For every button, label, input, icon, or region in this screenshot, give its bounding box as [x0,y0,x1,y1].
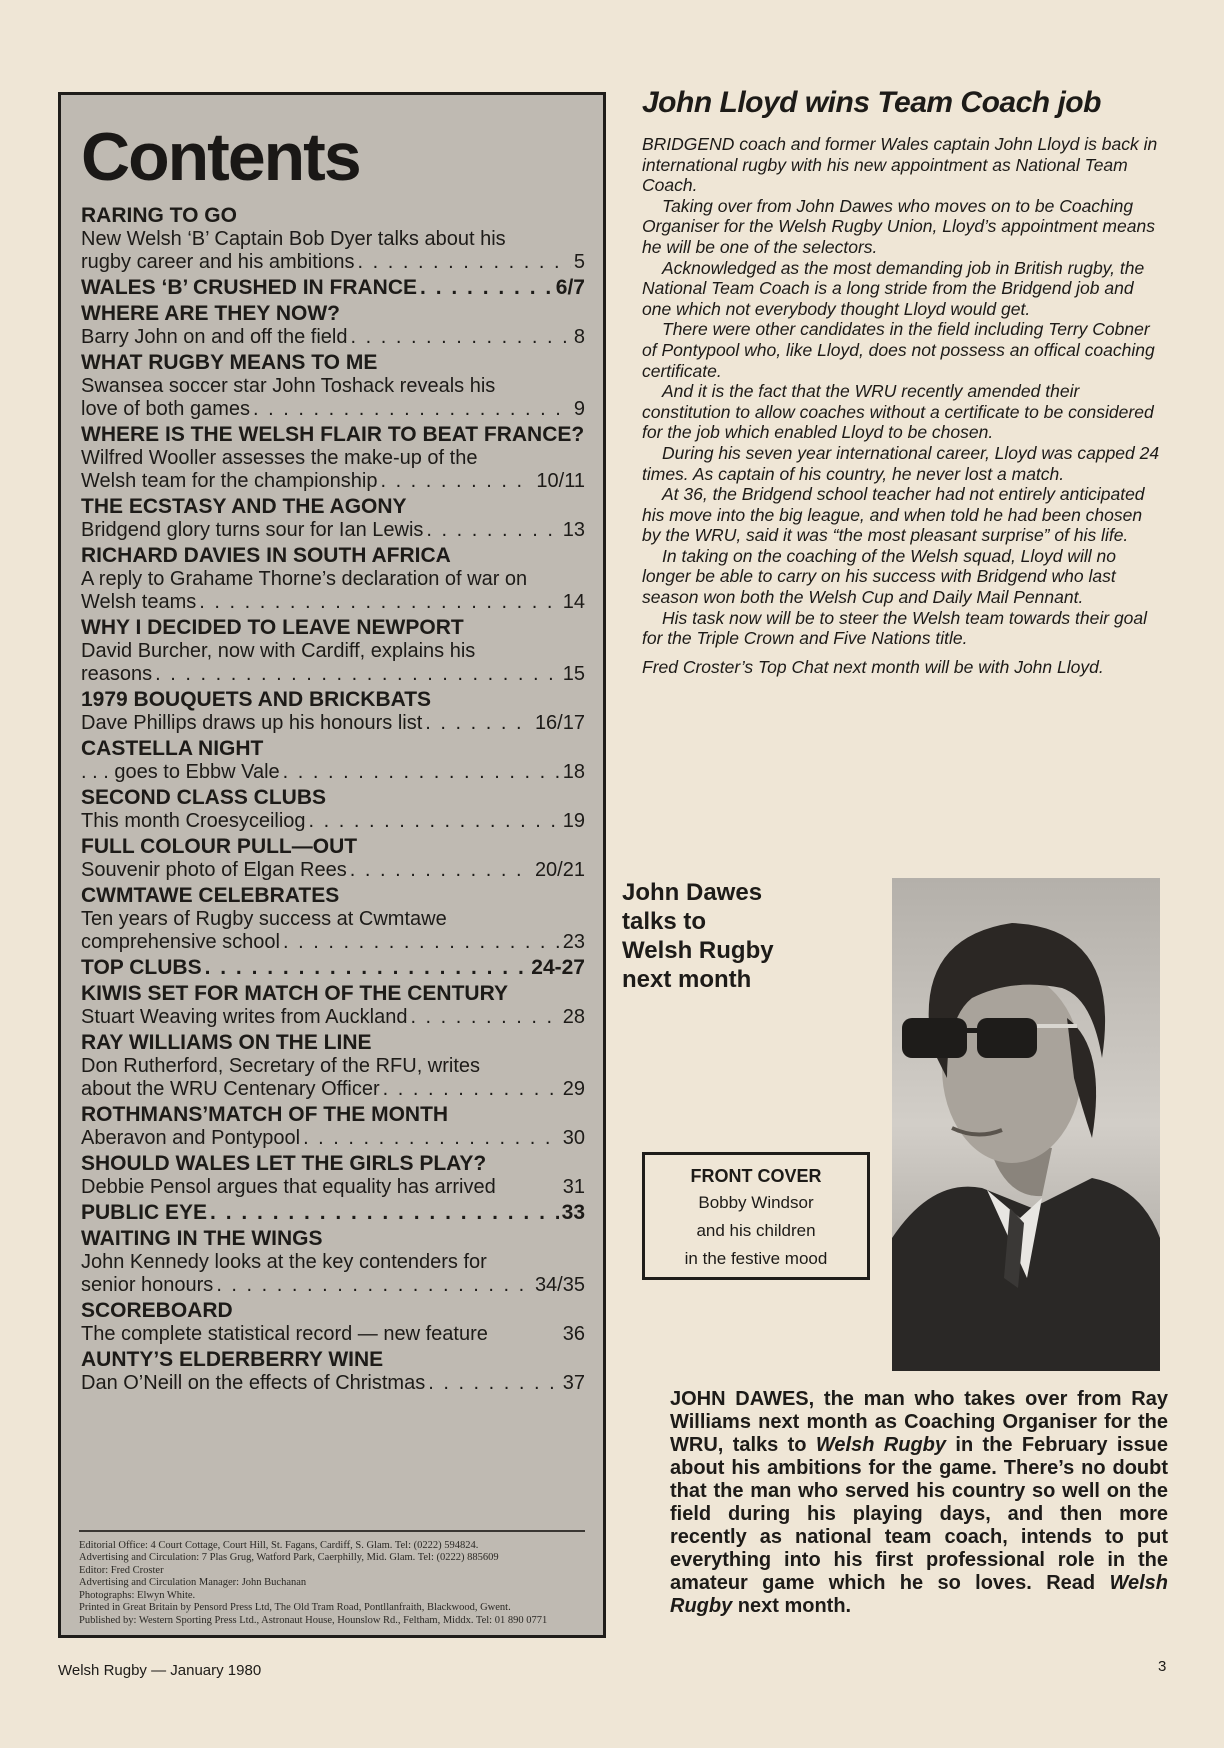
promo-line: next month [622,966,752,993]
imprint-line: Editorial Office: 4 Court Cottage, Court Hill, St. Fagans, Cardiff, S. Glam. Tel: (0222) 594824. [79,1539,479,1551]
contents-entry [81,301,585,349]
dawes-promo-heading [622,878,842,994]
dot-leader [383,1078,560,1101]
promo-line: talks to [622,908,707,935]
entry-line [81,398,585,421]
entry-text: reasons [81,663,153,685]
dot-leader [350,859,532,882]
contents-entry [81,275,585,300]
entry-line [81,1372,585,1395]
contents-entry [81,1151,585,1199]
contents-entry [81,615,585,686]
imprint-line: Published by: Western Sporting Press Ltd., Astronaut House, Hounslow Rd., Feltham, Middx. Tel: 01 890 0771 [79,1614,548,1626]
dot-leader [410,1006,559,1029]
entry-text: comprehensive school [81,931,280,953]
dawes-italic-b: Welsh Rugby [670,1572,1168,1617]
dawes-text-b: in the February issue about his ambitions for the game. There’s no doubt that the man who served his country so well on the field during his playing days, and then more recently as national team coach, intends to put everything into his first professional role in the amateur game which he so loves. Read [670,1434,1168,1594]
entry-page: 8 [573,326,585,348]
contents-entry [81,350,585,421]
contents-entry [81,883,585,954]
entry-page: 29 [562,1078,585,1100]
contents-entry [81,955,585,980]
dot-leader [283,761,560,784]
dot-leader [350,326,570,349]
entry-heading: CWMTAWE CELEBRATES [81,884,340,907]
entry-line [81,470,585,493]
entry-text: senior honours [81,1274,214,1296]
dot-leader [426,519,559,542]
entry-text: Aberavon and Pontypool [81,1127,301,1149]
entry-heading: FULL COLOUR PULL—OUT [81,835,358,858]
article-note: Fred Croster’s Top Chat next month will be with John Lloyd. [642,656,1104,677]
entry-text: Barry John on and off the field [81,326,348,348]
entry-line [81,326,585,349]
dot-leader [216,1274,532,1297]
entry-page: 16/17 [534,712,585,734]
contents-entry [81,1226,585,1297]
article-paragraph: Taking over from John Dawes who moves on to be Coaching Organiser for the Welsh Rugby Union, Lloyd’s appointment means he will be one of the selectors. [642,195,1155,257]
entry-page: 33 [561,1201,585,1224]
contents-entry [81,1030,585,1101]
lloyd-article [642,86,1162,677]
entry-text: Welsh team for the championship [81,470,378,492]
dot-leader [420,275,553,300]
imprint-line: Advertising and Circulation Manager: John Buchanan [79,1577,307,1588]
entry-text: Bridgend glory turns sour for Ian Lewis [81,519,424,541]
entry-line [81,859,585,882]
entry-page: 31 [562,1176,585,1198]
contents-entry [81,1347,585,1395]
entry-page: 9 [573,398,585,420]
entry-line [81,712,585,735]
entry-page: 18 [562,761,585,783]
entry-heading: WHAT RUGBY MEANS TO ME [81,351,378,374]
entry-heading: AUNTY’S ELDERBERRY WINE [81,1348,384,1371]
article-paragraph: In taking on the coaching of the Welsh squad, Lloyd will no longer be able to carry on his success with Bridgend who last season won both the Welsh Cup and Daily Mail Pennant. [642,545,1116,608]
entry-line [81,1200,585,1225]
entry-page: 10/11 [536,470,585,492]
entry-description: A reply to Grahame Thorne’s declaration of war on [81,568,528,590]
cover-line: and his children [696,1221,816,1240]
entry-page: 24-27 [531,956,585,979]
entry-page: 28 [562,1006,585,1028]
dawes-text-c: next month. [732,1595,852,1617]
page-number: 3 [1158,1658,1167,1675]
cover-line: in the festive mood [684,1249,828,1268]
dot-leader [309,810,560,833]
contents-entry [81,203,585,274]
entry-text: The complete statistical record — new feature [81,1323,488,1345]
article-paragraph: There were other candidates in the field including Terry Cobner of Pontypool who, like Lloyd, does not possess an offical coaching certificate. [642,319,1155,381]
entry-description: Don Rutherford, Secretary of the RFU, writes [81,1055,481,1077]
entry-heading: SHOULD WALES LET THE GIRLS PLAY? [81,1152,487,1175]
entry-heading: WHERE ARE THEY NOW? [81,302,341,325]
dawes-lead: JOHN DAWES [670,1388,809,1410]
article-paragraph: His task now will be to steer the Welsh team towards their goal for the Triple Crown and Five Nations title. [642,607,1148,649]
entry-page: 6/7 [555,276,585,299]
entry-text: Dan O’Neill on the effects of Christmas [81,1372,426,1394]
entry-heading: RICHARD DAVIES IN SOUTH AFRICA [81,544,451,567]
entry-heading: 1979 BOUQUETS AND BRICKBATS [81,688,432,711]
entry-description: Ten years of Rugby success at Cwmtawe [81,908,447,930]
dot-leader [155,663,560,686]
entry-line [81,1323,585,1346]
entry-text: Souvenir photo of Elgan Rees [81,859,347,881]
entry-page: 34/35 [534,1274,585,1296]
entry-page: 37 [562,1372,585,1394]
contents-list [81,203,585,1395]
dot-leader [380,470,533,493]
footer-issue: Welsh Rugby — January 1980 [58,1662,262,1679]
entry-page: 13 [562,519,585,541]
contents-entry [81,785,585,833]
entry-text: . . . goes to Ebbw Vale [81,761,280,783]
entry-text: This month Croesyceiliog [81,810,306,832]
entry-line [81,275,585,300]
entry-heading: CASTELLA NIGHT [81,737,264,760]
entry-text: PUBLIC EYE [81,1201,208,1224]
article-paragraph: BRIDGEND coach and former Wales captain John Lloyd is back in international rugby with his new appointment as National Team Coach. [642,134,1158,196]
contents-entry [81,981,585,1029]
promo-line: Welsh Rugby [622,937,774,964]
entry-line [81,1127,585,1150]
entry-heading: RAY WILLIAMS ON THE LINE [81,1031,372,1054]
entry-text: TOP CLUBS [81,956,202,979]
article-body [642,134,1162,677]
dot-leader [425,712,532,735]
entry-description: Wilfred Wooller assesses the make-up of the [81,447,478,469]
article-title: John Lloyd wins Team Coach job [642,86,1101,119]
entry-heading: RARING TO GO [81,204,237,227]
entry-line [81,931,585,954]
entry-page: 5 [573,251,585,273]
entry-page: 20/21 [534,859,585,881]
contents-panel [58,92,606,1638]
dawes-text-a: , the man who takes over from Ray Williams next month as Coaching Organiser for the WRU, talks to [670,1388,1168,1456]
imprint-line: Photographs: Elwyn White. [79,1589,196,1601]
contents-entry [81,422,585,493]
entry-page: 23 [562,931,585,953]
entry-heading: WAITING IN THE WINGS [81,1227,323,1250]
entry-text: Welsh teams [81,591,197,613]
contents-entry [81,494,585,542]
dawes-paragraph [670,1388,1168,1618]
imprint [79,1530,585,1628]
contents-entry [81,736,585,784]
dot-leader [428,1372,560,1395]
contents-entry [81,834,585,882]
entry-text: Debbie Pensol argues that equality has arrived [81,1176,496,1198]
article-paragraph: And it is the fact that the WRU recently amended their constitution to allow coaches without a certificate to be considered for the job which enabled Lloyd to be chosen. [642,381,1154,443]
entry-heading: WHY I DECIDED TO LEAVE NEWPORT [81,616,464,639]
dot-leader [210,1200,559,1225]
entry-text: WALES ‘B’ CRUSHED IN FRANCE [81,276,418,299]
imprint-line: Printed in Great Britain by Pensord Press Ltd, The Old Tram Road, Pontllanfraith, Blackwood, Gwent. [79,1602,511,1613]
entry-heading: ROTHMANS’MATCH OF THE MONTH [81,1103,449,1126]
contents-entry [81,687,585,735]
dot-leader [205,955,529,980]
entry-line [81,251,585,274]
entry-heading: SECOND CLASS CLUBS [81,786,327,809]
contents-entry [81,1102,585,1150]
entry-line [81,810,585,833]
entry-heading: THE ECSTASY AND THE AGONY [81,495,407,518]
entry-line [81,1274,585,1297]
john-dawes-photo [892,878,1160,1371]
front-cover-caption [642,1152,870,1280]
entry-text: rugby career and his ambitions [81,251,355,273]
entry-text: love of both games [81,398,250,420]
entry-heading: SCOREBOARD [81,1299,233,1322]
entry-page: 30 [562,1127,585,1149]
entry-description: Swansea soccer star John Toshack reveals his [81,375,496,397]
entry-page: 14 [562,591,585,613]
imprint-line: Editor: Fred Croster [79,1564,164,1576]
entry-heading: KIWIS SET FOR MATCH OF THE CENTURY [81,982,508,1005]
entry-line [81,1176,585,1199]
article-paragraph: During his seven year international career, Lloyd was capped 24 times. As captain of his country, he never lost a match. [642,442,1160,484]
article-paragraph: Acknowledged as the most demanding job in British rugby, the National Team Coach is a long stride from the Bridgend job and one which not everybody thought Lloyd would get. [642,257,1145,319]
entry-line [81,761,585,784]
entry-line [81,955,585,980]
entry-text: Dave Phillips draws up his honours list [81,712,423,734]
entry-line [81,591,585,614]
contents-entry [81,543,585,614]
dot-leader [283,931,560,954]
cover-line: Bobby Windsor [698,1193,814,1212]
dawes-italic-a: Welsh Rugby [815,1434,947,1456]
dot-leader [357,251,570,274]
entry-line [81,1078,585,1101]
contents-entry [81,1200,585,1225]
entry-text: Stuart Weaving writes from Auckland [81,1006,408,1028]
entry-page: 15 [562,663,585,685]
imprint-line: Advertising and Circulation: 7 Plas Grug, Watford Park, Caerphilly, Mid. Glam. Tel: (0222) 885609 [79,1552,499,1563]
entry-description: David Burcher, now with Cardiff, explains his [81,640,476,662]
contents-title: Contents [81,119,360,195]
entry-page: 19 [562,810,585,832]
article-paragraph: At 36, the Bridgend school teacher had not entirely anticipated his move into the big league, and when told he had been chosen by the WRU, said it was “the most pleasant surprise” of his life. [642,484,1145,546]
entry-text: about the WRU Centenary Officer [81,1078,380,1100]
dot-leader [253,398,571,421]
dot-leader [199,591,560,614]
promo-line: John Dawes [622,879,763,906]
front-cover-heading: FRONT COVER [690,1166,822,1186]
entry-page: 36 [562,1323,585,1345]
entry-line [81,519,585,542]
entry-line [81,663,585,686]
contents-entry [81,1298,585,1346]
entry-line [81,1006,585,1029]
entry-heading: WHERE IS THE WELSH FLAIR TO BEAT FRANCE? [81,423,585,446]
dot-leader [303,1127,560,1150]
entry-description: New Welsh ‘B’ Captain Bob Dyer talks about his [81,228,506,250]
entry-description: John Kennedy looks at the key contenders for [81,1251,487,1273]
